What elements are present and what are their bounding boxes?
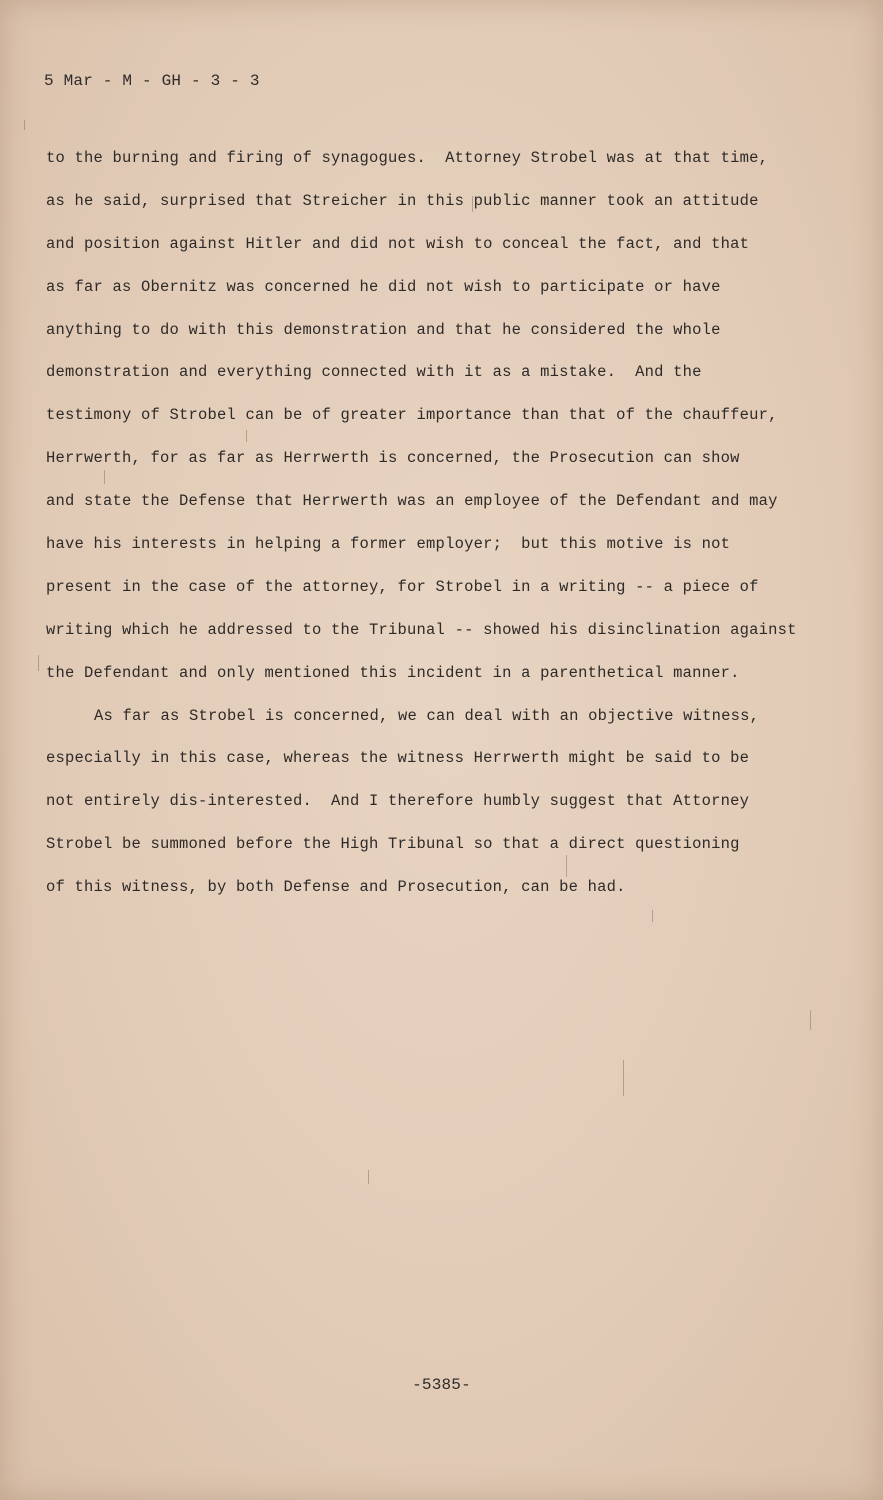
text-line: Herrwerth, for as far as Herrwerth is concerned, the Prosecution can show <box>46 449 740 468</box>
paper-fleck <box>368 1170 369 1184</box>
text-line: to the burning and firing of synagogues. Attorney Strobel was at that time, <box>46 149 769 167</box>
text-line: have his interests in helping a former employer; but this motive is not <box>46 535 731 554</box>
paper-fleck <box>104 470 105 484</box>
text-line: demonstration and everything connected with it as a mistake. And the <box>46 363 702 382</box>
paper-fleck <box>246 430 247 442</box>
text-line: the Defendant and only mentioned this incident in a parenthetical manner. <box>46 663 740 682</box>
text-line: as far as Obernitz was concerned he did not wish to participate or have <box>46 277 721 296</box>
paper-fleck <box>38 655 39 671</box>
paper-fleck <box>566 855 567 877</box>
text-line: As far as Strobel is concerned, we can deal with an objective witness, <box>94 706 760 725</box>
text-line: anything to do with this demonstration and that he considered the whole <box>46 320 721 339</box>
text-line: especially in this case, whereas the witness Herrwerth might be said to be <box>46 749 750 768</box>
text-line: testimony of Strobel can be of greater importance than that of the chauffeur, <box>46 406 778 425</box>
text-line: present in the case of the attorney, for Strobel in a writing -- a piece of <box>46 577 759 596</box>
page-number: -5385- <box>412 1376 471 1394</box>
text-line: and state the Defense that Herrwerth was an employee of the Defendant and may <box>46 492 778 511</box>
text-line: Strobel be summoned before the High Tribunal so that a direct questioning <box>46 835 740 854</box>
document-reference: 5 Mar - M - GH - 3 - 3 <box>44 72 260 90</box>
text-line: not entirely dis-interested. And I therefore humbly suggest that Attorney <box>46 792 750 811</box>
text-line: and position against Hitler and did not wish to conceal the fact, and that <box>46 234 750 253</box>
paper-fleck <box>810 1010 811 1030</box>
paper-fleck <box>472 196 473 212</box>
paper-fleck <box>652 910 653 922</box>
text-line: of this witness, by both Defense and Prosecution, can be had. <box>46 878 626 897</box>
body-text <box>46 146 846 918</box>
paper-fleck <box>623 1060 624 1096</box>
text-line: as he said, surprised that Streicher in this public manner took an attitude <box>46 191 759 210</box>
text-line: writing which he addressed to the Tribunal -- showed his disinclination against <box>46 620 797 639</box>
paper-fleck <box>24 120 25 130</box>
